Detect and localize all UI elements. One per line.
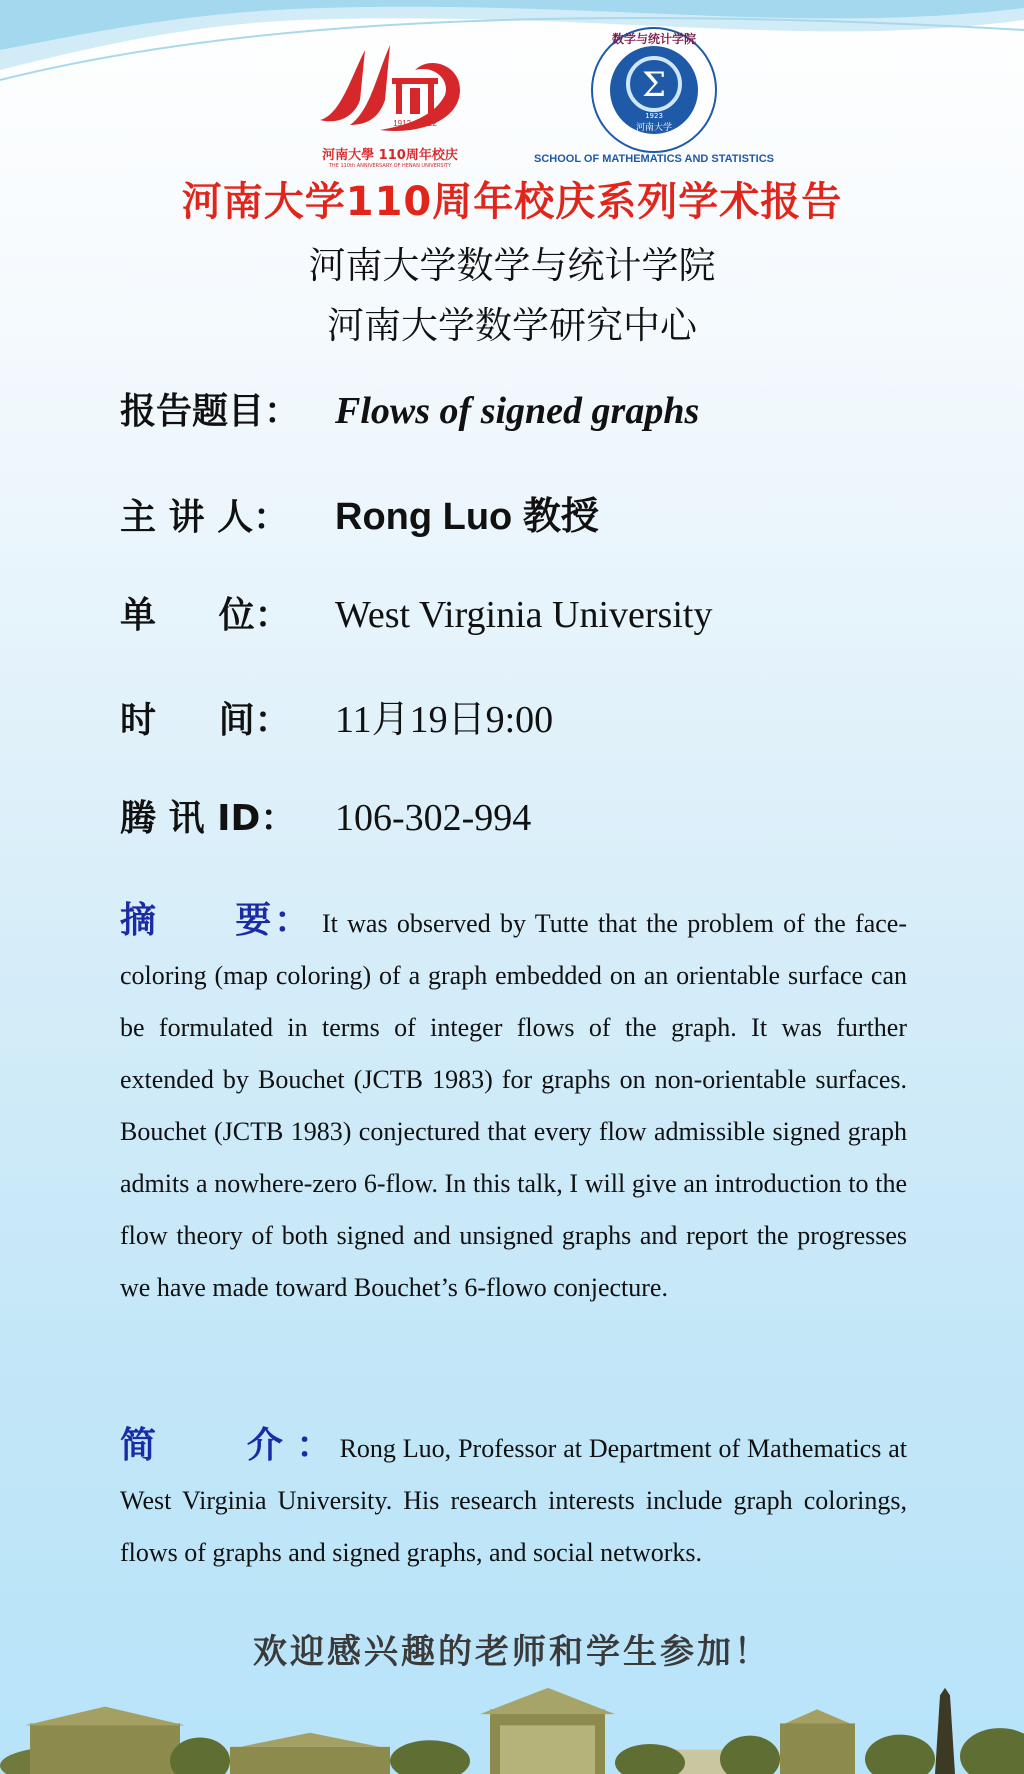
- school-logo: [590, 26, 718, 154]
- svg-text:Σ: Σ: [641, 65, 667, 105]
- anniversary-logo: [310, 40, 470, 169]
- abstract-text: It was observed by Tutte that the problem of the face-coloring (map coloring) of a graph embedded on an orientable surface can be formulated in terms of integer flows of the graph. It was further extended by Bouchet (JCTB 1983) for graphs on non-orientable surfaces. Bouchet (JCTB 1983) conjectured that every flow admissible signed graph admits a nowhere-zero 6-flow. In this talk, I will give an introduction to the flow theory of both signed and unsigned graphs and report the progresses we have made toward Bouchet’s 6-flowo conjecture.: [120, 909, 907, 1302]
- bio-section: [120, 1420, 907, 1579]
- talk-title: Flows of signed graphs: [335, 390, 700, 432]
- meeting-id: 106-302-994: [335, 797, 532, 839]
- abstract-section: [120, 895, 907, 1314]
- field-label: 主 讲 人：: [120, 497, 290, 538]
- top-wave-decoration: [0, 0, 1024, 90]
- bio-label: 简 介 ：: [120, 1425, 333, 1466]
- campus-skyline-illustration: [0, 1686, 1024, 1774]
- field-label: 腾 讯 ID：: [120, 798, 297, 839]
- event-title: 河南大学110周年校庆系列学术报告: [181, 179, 843, 225]
- bio-text: Rong Luo, Professor at Department of Mathematics at West Virginia University. His research interests include graph colorings, flows of graphs and signed graphs, and social networks.: [120, 1434, 907, 1567]
- school-year: 1923: [645, 112, 663, 120]
- anniversary-logo-en: THE 110th ANNIVERSARY OF HENAN UNIVERSITY: [328, 163, 452, 169]
- field-title: [120, 383, 699, 433]
- organizer-school: 河南大学数学与统计学院: [308, 244, 716, 287]
- talk-time: 11月19日9:00: [335, 699, 554, 741]
- field-label: 时 间：: [120, 700, 291, 741]
- field-time: [120, 688, 554, 741]
- organizer-center: 河南大学数学研究中心: [327, 304, 697, 347]
- field-speaker: [120, 485, 599, 538]
- field-label: 报告题目：: [120, 391, 301, 432]
- abstract-label: 摘 要：: [120, 900, 313, 941]
- affiliation: West Virginia University: [335, 594, 713, 636]
- school-name-cn: 数学与统计学院: [611, 32, 697, 46]
- anniversary-logo-text: 河南大學 110周年校庆: [322, 148, 458, 163]
- anniversary-years: 1912—2022: [393, 119, 437, 128]
- welcome-message: 欢迎感兴趣的老师和学生参加！: [253, 1632, 771, 1672]
- school-name-en: SCHOOL OF MATHEMATICS AND STATISTICS: [534, 153, 774, 165]
- field-tencent-id: [120, 790, 531, 840]
- speaker-name: Rong Luo 教授: [335, 496, 599, 538]
- field-label: 单 位：: [120, 595, 291, 636]
- school-university: 河南大学: [635, 123, 673, 133]
- field-affiliation: [120, 587, 712, 637]
